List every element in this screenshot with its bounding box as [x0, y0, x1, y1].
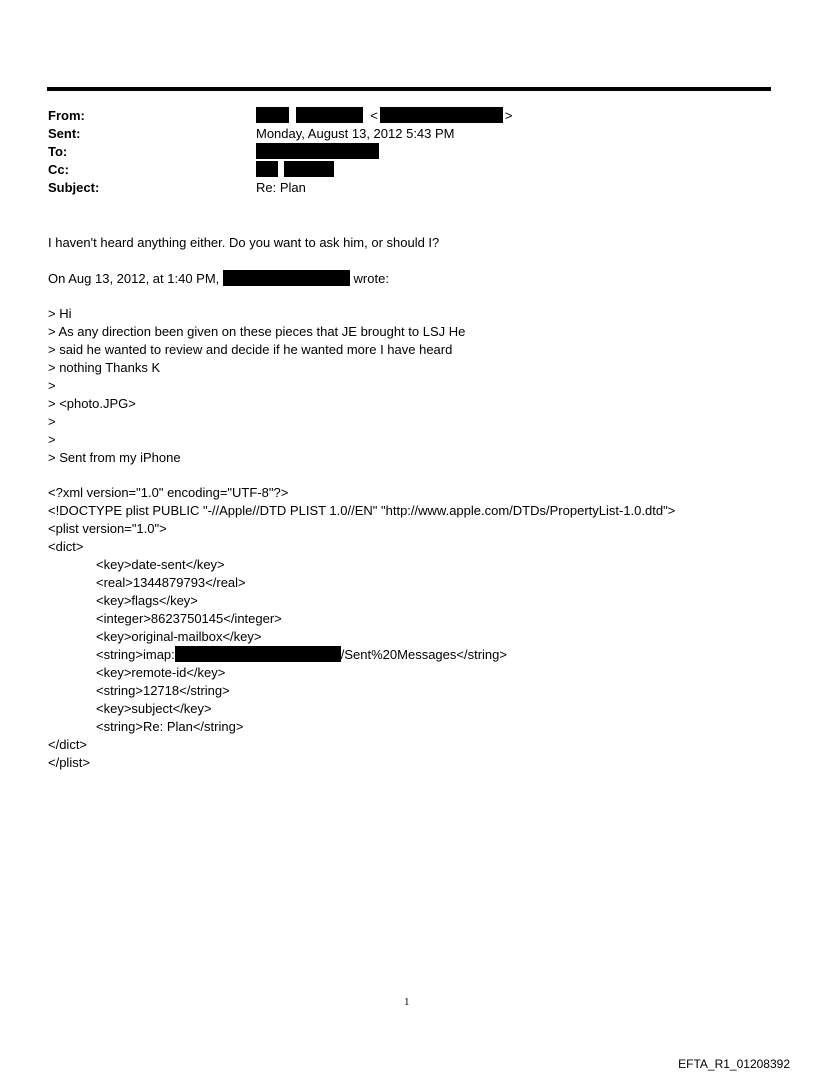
- header-divider: [47, 87, 771, 91]
- quoted-line: > Hi: [48, 306, 72, 321]
- plist-line: <string>Re: Plan</string>: [96, 719, 244, 734]
- quoted-line: > said he wanted to review and decide if he wanted more I have heard: [48, 342, 453, 357]
- plist-line: </dict>: [48, 737, 88, 752]
- redaction-block: [223, 270, 350, 286]
- from-label: From:: [48, 108, 85, 123]
- attribution-line: [48, 270, 389, 288]
- plist-line: <integer>8623750145</integer>: [96, 611, 282, 626]
- redaction-block: [256, 107, 289, 123]
- plist-line: <key>original-mailbox</key>: [96, 629, 262, 644]
- cc-label: Cc:: [48, 162, 69, 177]
- redaction-block: [175, 646, 341, 662]
- plist-line: <key>remote-id</key>: [96, 665, 226, 680]
- quoted-message: [48, 305, 465, 467]
- plist-line: <real>1344879793</real>: [96, 575, 246, 590]
- plist-line: <key>date-sent</key>: [96, 557, 225, 572]
- quoted-line: >: [48, 414, 56, 429]
- plist-line: <string>12718</string>: [96, 683, 230, 698]
- reply-line: I haven't heard anything either. Do you want to ask him, or should I?: [48, 235, 440, 250]
- quoted-line: > nothing Thanks K: [48, 360, 161, 375]
- quoted-line: > Sent from my iPhone: [48, 450, 181, 465]
- quoted-line: >: [48, 378, 56, 393]
- mailbox-suffix: /Sent%20Messages</string>: [340, 647, 507, 662]
- to-label: To:: [48, 144, 68, 159]
- redaction-block: [380, 107, 503, 123]
- subject-label: Subject:: [48, 180, 100, 195]
- quoted-line: >: [48, 432, 56, 447]
- attribution-prefix: On Aug 13, 2012, at 1:40 PM,: [48, 271, 220, 286]
- page-number: 1: [404, 996, 410, 1008]
- document-id: EFTA_R1_01208392: [678, 1057, 790, 1071]
- redaction-block: [256, 143, 379, 159]
- cc-value: [256, 161, 334, 179]
- plist-block: [48, 484, 675, 772]
- plist-line: <plist version="1.0">: [48, 521, 167, 536]
- quoted-line: > <photo.JPG>: [48, 396, 136, 411]
- plist-line: [48, 646, 675, 664]
- plist-line: <?xml version="1.0" encoding="UTF-8"?>: [48, 485, 289, 500]
- plist-line: <key>flags</key>: [96, 593, 198, 608]
- sent-value: Monday, August 13, 2012 5:43 PM: [256, 126, 455, 141]
- from-gt: >: [504, 108, 513, 123]
- subject-value: Re: Plan: [256, 180, 306, 195]
- from-value: [256, 107, 512, 125]
- redaction-block: [256, 161, 278, 177]
- mailbox-prefix: <string>imap:: [96, 647, 175, 662]
- from-lt: <: [370, 108, 378, 123]
- sent-label: Sent:: [48, 126, 81, 141]
- plist-line: <!DOCTYPE plist PUBLIC "-//Apple//DTD PLIST 1.0//EN" "http://www.apple.com/DTDs/PropertyList-1.0.dtd">: [48, 503, 676, 518]
- attribution-suffix: wrote:: [353, 271, 389, 286]
- redaction-block: [284, 161, 334, 177]
- plist-line: <dict>: [48, 539, 84, 554]
- to-value: [256, 143, 379, 161]
- quoted-line: > As any direction been given on these pieces that JE brought to LSJ He: [48, 324, 466, 339]
- plist-line: <key>subject</key>: [96, 701, 212, 716]
- reply-text: [48, 234, 439, 252]
- redaction-block: [296, 107, 363, 123]
- plist-line: </plist>: [48, 755, 90, 770]
- attribution: [48, 270, 389, 288]
